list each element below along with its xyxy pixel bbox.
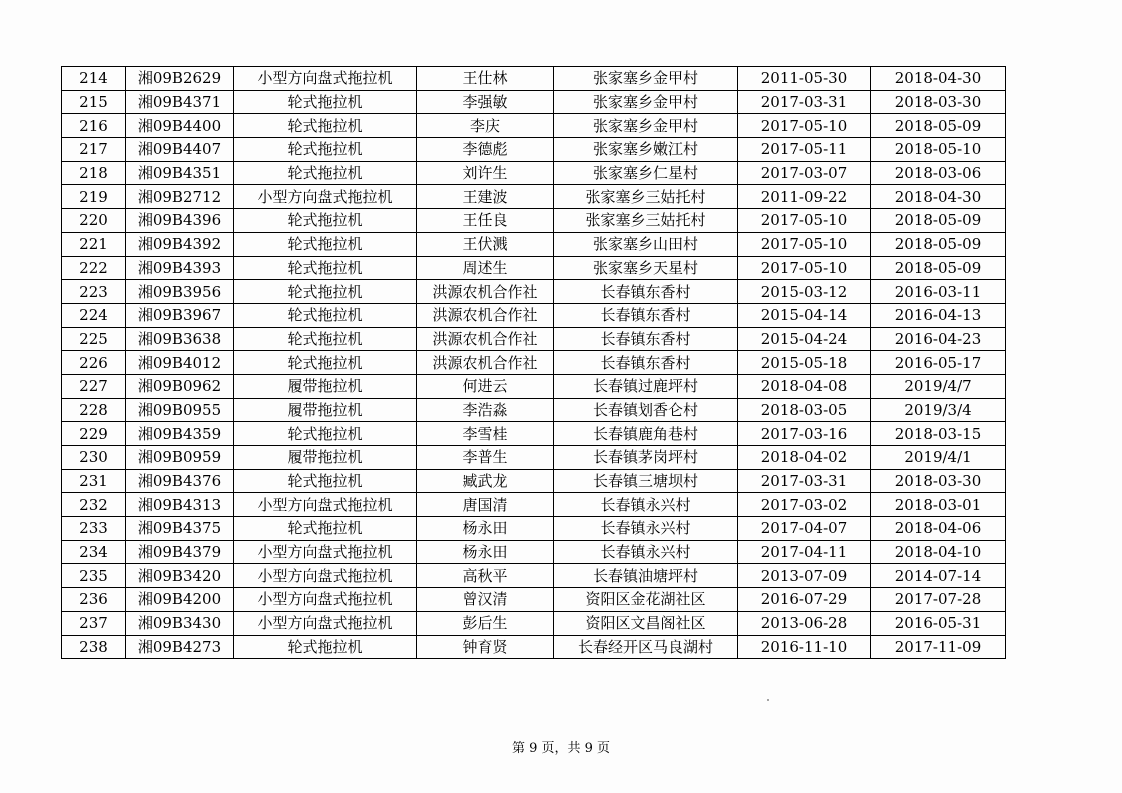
address-cell: 张家塞乡三姑托村: [554, 209, 738, 233]
address-cell: 长春镇东香村: [554, 280, 738, 304]
row-number-cell: 228: [62, 398, 126, 422]
end-date-cell: 2019/3/4: [871, 398, 1006, 422]
machine-type-cell: 小型方向盘式拖拉机: [234, 185, 417, 209]
address-cell: 长春镇三塘坝村: [554, 469, 738, 493]
start-date-cell: 2017-03-02: [738, 493, 871, 517]
owner-cell: 洪源农机合作社: [417, 351, 554, 375]
row-number-cell: 230: [62, 446, 126, 470]
start-date-cell: 2016-07-29: [738, 588, 871, 612]
row-number-cell: 232: [62, 493, 126, 517]
table-row: [62, 138, 1006, 162]
table-row: [62, 185, 1006, 209]
owner-cell: 彭后生: [417, 611, 554, 635]
end-date-cell: 2018-03-30: [871, 90, 1006, 114]
machine-type-cell: 轮式拖拉机: [234, 209, 417, 233]
row-number-cell: 217: [62, 138, 126, 162]
table-row: [62, 564, 1006, 588]
address-cell: 长春镇永兴村: [554, 517, 738, 541]
row-number-cell: 222: [62, 256, 126, 280]
row-number-cell: 224: [62, 303, 126, 327]
row-number-cell: 215: [62, 90, 126, 114]
machine-type-cell: 轮式拖拉机: [234, 635, 417, 659]
address-cell: 张家塞乡三姑托村: [554, 185, 738, 209]
address-cell: 资阳区金花湖社区: [554, 588, 738, 612]
table-row: [62, 303, 1006, 327]
table-row: [62, 351, 1006, 375]
row-number-cell: 214: [62, 67, 126, 91]
end-date-cell: 2018-03-30: [871, 469, 1006, 493]
start-date-cell: 2015-05-18: [738, 351, 871, 375]
scan-speck: [767, 699, 769, 701]
table-row: [62, 327, 1006, 351]
machine-type-cell: 轮式拖拉机: [234, 327, 417, 351]
row-number-cell: 225: [62, 327, 126, 351]
row-number-cell: 218: [62, 161, 126, 185]
machine-type-cell: 履带拖拉机: [234, 446, 417, 470]
address-cell: 长春镇东香村: [554, 327, 738, 351]
owner-cell: 周述生: [417, 256, 554, 280]
plate-number-cell: 湘09B4379: [126, 540, 234, 564]
table-row: [62, 588, 1006, 612]
end-date-cell: 2018-05-10: [871, 138, 1006, 162]
records-table-body: [62, 67, 1006, 659]
start-date-cell: 2017-05-10: [738, 232, 871, 256]
plate-number-cell: 湘09B4400: [126, 114, 234, 138]
row-number-cell: 237: [62, 611, 126, 635]
row-number-cell: 227: [62, 374, 126, 398]
address-cell: 张家塞乡金甲村: [554, 90, 738, 114]
address-cell: 长春镇油塘坪村: [554, 564, 738, 588]
start-date-cell: 2017-03-31: [738, 90, 871, 114]
machine-type-cell: 轮式拖拉机: [234, 469, 417, 493]
table-row: [62, 232, 1006, 256]
plate-number-cell: 湘09B4392: [126, 232, 234, 256]
plate-number-cell: 湘09B2712: [126, 185, 234, 209]
owner-cell: 洪源农机合作社: [417, 303, 554, 327]
address-cell: 长春镇东香村: [554, 303, 738, 327]
owner-cell: 杨永田: [417, 517, 554, 541]
owner-cell: 李雪桂: [417, 422, 554, 446]
row-number-cell: 223: [62, 280, 126, 304]
plate-number-cell: 湘09B4359: [126, 422, 234, 446]
address-cell: 张家塞乡山田村: [554, 232, 738, 256]
plate-number-cell: 湘09B3638: [126, 327, 234, 351]
table-row: [62, 209, 1006, 233]
address-cell: 长春镇划香仑村: [554, 398, 738, 422]
plate-number-cell: 湘09B4351: [126, 161, 234, 185]
end-date-cell: 2018-05-09: [871, 209, 1006, 233]
table-row: [62, 446, 1006, 470]
records-table: [61, 66, 1006, 659]
start-date-cell: 2016-11-10: [738, 635, 871, 659]
plate-number-cell: 湘09B3420: [126, 564, 234, 588]
address-cell: 张家塞乡金甲村: [554, 114, 738, 138]
table-row: [62, 422, 1006, 446]
plate-number-cell: 湘09B4012: [126, 351, 234, 375]
end-date-cell: 2018-05-09: [871, 114, 1006, 138]
machine-type-cell: 轮式拖拉机: [234, 161, 417, 185]
owner-cell: 王伏溅: [417, 232, 554, 256]
row-number-cell: 226: [62, 351, 126, 375]
machine-type-cell: 小型方向盘式拖拉机: [234, 540, 417, 564]
end-date-cell: 2019/4/1: [871, 446, 1006, 470]
owner-cell: 李德彪: [417, 138, 554, 162]
owner-cell: 王建波: [417, 185, 554, 209]
start-date-cell: 2013-07-09: [738, 564, 871, 588]
plate-number-cell: 湘09B4313: [126, 493, 234, 517]
owner-cell: 李普生: [417, 446, 554, 470]
machine-type-cell: 轮式拖拉机: [234, 90, 417, 114]
start-date-cell: 2018-04-02: [738, 446, 871, 470]
plate-number-cell: 湘09B3430: [126, 611, 234, 635]
address-cell: 张家塞乡嫩江村: [554, 138, 738, 162]
owner-cell: 李浩淼: [417, 398, 554, 422]
plate-number-cell: 湘09B3956: [126, 280, 234, 304]
start-date-cell: 2015-03-12: [738, 280, 871, 304]
table-row: [62, 540, 1006, 564]
plate-number-cell: 湘09B4375: [126, 517, 234, 541]
machine-type-cell: 小型方向盘式拖拉机: [234, 67, 417, 91]
end-date-cell: 2017-07-28: [871, 588, 1006, 612]
table-row: [62, 280, 1006, 304]
machine-type-cell: 履带拖拉机: [234, 398, 417, 422]
address-cell: 张家塞乡仁星村: [554, 161, 738, 185]
machine-type-cell: 轮式拖拉机: [234, 280, 417, 304]
start-date-cell: 2015-04-14: [738, 303, 871, 327]
owner-cell: 曾汉清: [417, 588, 554, 612]
machine-type-cell: 履带拖拉机: [234, 374, 417, 398]
owner-cell: 洪源农机合作社: [417, 327, 554, 351]
row-number-cell: 234: [62, 540, 126, 564]
owner-cell: 高秋平: [417, 564, 554, 588]
plate-number-cell: 湘09B4273: [126, 635, 234, 659]
end-date-cell: 2018-03-06: [871, 161, 1006, 185]
address-cell: 张家塞乡天星村: [554, 256, 738, 280]
row-number-cell: 233: [62, 517, 126, 541]
plate-number-cell: 湘09B4200: [126, 588, 234, 612]
table-row: [62, 398, 1006, 422]
table-row: [62, 635, 1006, 659]
end-date-cell: 2016-05-17: [871, 351, 1006, 375]
end-date-cell: 2018-03-15: [871, 422, 1006, 446]
table-row: [62, 256, 1006, 280]
plate-number-cell: 湘09B4407: [126, 138, 234, 162]
owner-cell: 钟育贤: [417, 635, 554, 659]
row-number-cell: 216: [62, 114, 126, 138]
plate-number-cell: 湘09B0959: [126, 446, 234, 470]
start-date-cell: 2018-03-05: [738, 398, 871, 422]
start-date-cell: 2017-03-07: [738, 161, 871, 185]
row-number-cell: 229: [62, 422, 126, 446]
machine-type-cell: 轮式拖拉机: [234, 256, 417, 280]
end-date-cell: 2014-07-14: [871, 564, 1006, 588]
row-number-cell: 231: [62, 469, 126, 493]
machine-type-cell: 轮式拖拉机: [234, 351, 417, 375]
table-row: [62, 374, 1006, 398]
start-date-cell: 2017-03-16: [738, 422, 871, 446]
owner-cell: 杨永田: [417, 540, 554, 564]
end-date-cell: 2016-05-31: [871, 611, 1006, 635]
table-row: [62, 90, 1006, 114]
plate-number-cell: 湘09B4376: [126, 469, 234, 493]
address-cell: 长春镇永兴村: [554, 540, 738, 564]
address-cell: 长春镇茅岗坪村: [554, 446, 738, 470]
plate-number-cell: 湘09B2629: [126, 67, 234, 91]
address-cell: 长春镇东香村: [554, 351, 738, 375]
owner-cell: 臧武龙: [417, 469, 554, 493]
table-row: [62, 161, 1006, 185]
row-number-cell: 219: [62, 185, 126, 209]
plate-number-cell: 湘09B3967: [126, 303, 234, 327]
start-date-cell: 2017-04-07: [738, 517, 871, 541]
machine-type-cell: 轮式拖拉机: [234, 114, 417, 138]
owner-cell: 刘许生: [417, 161, 554, 185]
end-date-cell: 2018-04-30: [871, 185, 1006, 209]
plate-number-cell: 湘09B4396: [126, 209, 234, 233]
owner-cell: 王任良: [417, 209, 554, 233]
table-row: [62, 517, 1006, 541]
owner-cell: 洪源农机合作社: [417, 280, 554, 304]
start-date-cell: 2015-04-24: [738, 327, 871, 351]
owner-cell: 唐国清: [417, 493, 554, 517]
plate-number-cell: 湘09B4371: [126, 90, 234, 114]
end-date-cell: 2018-05-09: [871, 256, 1006, 280]
machine-type-cell: 轮式拖拉机: [234, 232, 417, 256]
start-date-cell: 2017-05-10: [738, 256, 871, 280]
end-date-cell: 2018-03-01: [871, 493, 1006, 517]
table-row: [62, 493, 1006, 517]
plate-number-cell: 湘09B4393: [126, 256, 234, 280]
owner-cell: 李庆: [417, 114, 554, 138]
row-number-cell: 220: [62, 209, 126, 233]
start-date-cell: 2017-04-11: [738, 540, 871, 564]
end-date-cell: 2017-11-09: [871, 635, 1006, 659]
end-date-cell: 2019/4/7: [871, 374, 1006, 398]
start-date-cell: 2011-09-22: [738, 185, 871, 209]
owner-cell: 王仕林: [417, 67, 554, 91]
start-date-cell: 2017-05-10: [738, 209, 871, 233]
end-date-cell: 2018-04-10: [871, 540, 1006, 564]
owner-cell: 李强敏: [417, 90, 554, 114]
machine-type-cell: 小型方向盘式拖拉机: [234, 564, 417, 588]
machine-type-cell: 小型方向盘式拖拉机: [234, 493, 417, 517]
machine-type-cell: 轮式拖拉机: [234, 303, 417, 327]
address-cell: 长春镇鹿角巷村: [554, 422, 738, 446]
machine-type-cell: 轮式拖拉机: [234, 517, 417, 541]
owner-cell: 何进云: [417, 374, 554, 398]
start-date-cell: 2013-06-28: [738, 611, 871, 635]
start-date-cell: 2018-04-08: [738, 374, 871, 398]
page-footer: 第 9 页，共 9 页: [511, 741, 611, 756]
plate-number-cell: 湘09B0955: [126, 398, 234, 422]
table-row: [62, 67, 1006, 91]
table-row: [62, 114, 1006, 138]
machine-type-cell: 小型方向盘式拖拉机: [234, 588, 417, 612]
start-date-cell: 2017-05-10: [738, 114, 871, 138]
address-cell: 张家塞乡金甲村: [554, 67, 738, 91]
end-date-cell: 2016-04-13: [871, 303, 1006, 327]
row-number-cell: 221: [62, 232, 126, 256]
machine-type-cell: 轮式拖拉机: [234, 422, 417, 446]
table-row: [62, 469, 1006, 493]
end-date-cell: 2018-05-09: [871, 232, 1006, 256]
end-date-cell: 2016-04-23: [871, 327, 1006, 351]
end-date-cell: 2016-03-11: [871, 280, 1006, 304]
address-cell: 长春镇永兴村: [554, 493, 738, 517]
row-number-cell: 236: [62, 588, 126, 612]
start-date-cell: 2017-05-11: [738, 138, 871, 162]
machine-type-cell: 轮式拖拉机: [234, 138, 417, 162]
start-date-cell: 2011-05-30: [738, 67, 871, 91]
start-date-cell: 2017-03-31: [738, 469, 871, 493]
row-number-cell: 238: [62, 635, 126, 659]
plate-number-cell: 湘09B0962: [126, 374, 234, 398]
table-row: [62, 611, 1006, 635]
machine-type-cell: 小型方向盘式拖拉机: [234, 611, 417, 635]
address-cell: 长春经开区马良湖村: [554, 635, 738, 659]
end-date-cell: 2018-04-30: [871, 67, 1006, 91]
address-cell: 长春镇过鹿坪村: [554, 374, 738, 398]
row-number-cell: 235: [62, 564, 126, 588]
end-date-cell: 2018-04-06: [871, 517, 1006, 541]
address-cell: 资阳区文昌阁社区: [554, 611, 738, 635]
